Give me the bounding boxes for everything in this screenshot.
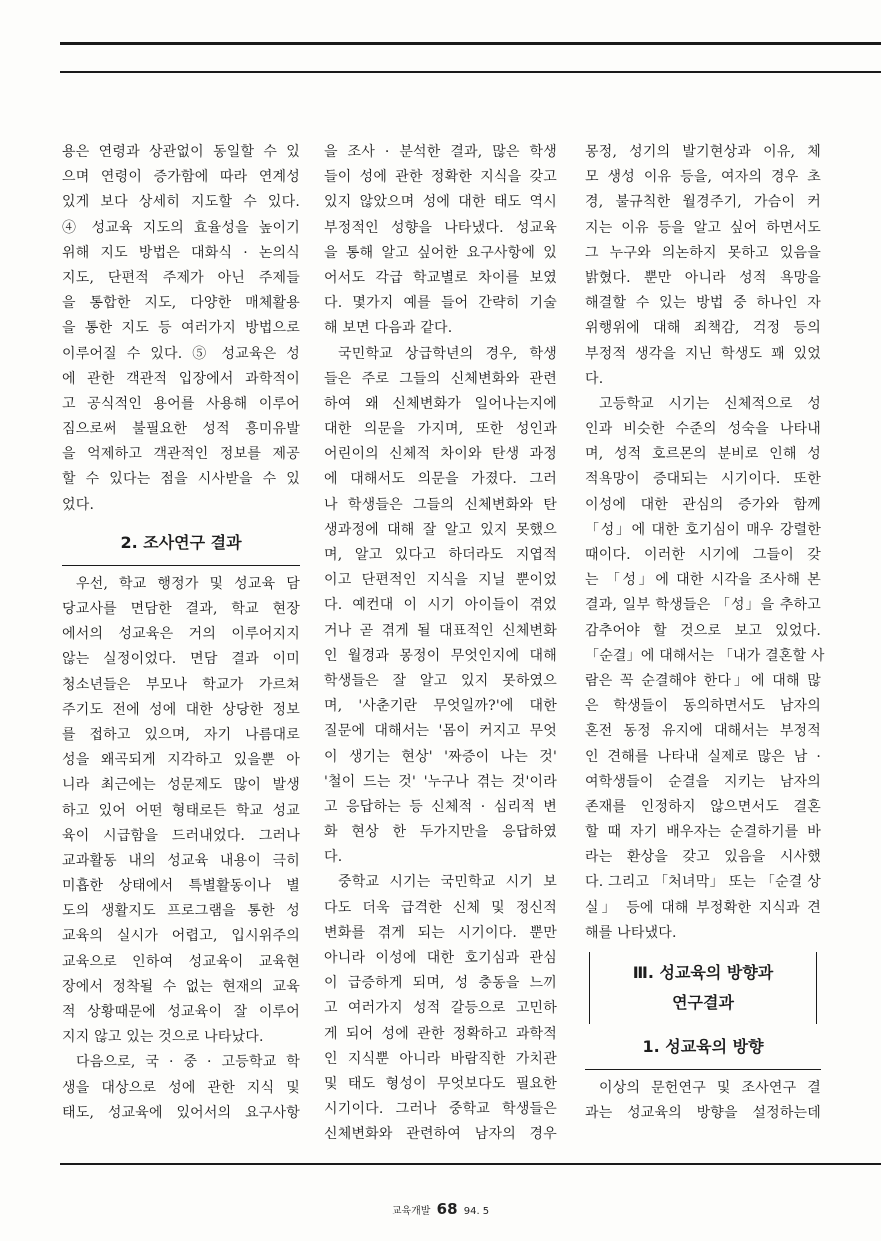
heading-underline xyxy=(585,1069,821,1070)
text-line: 하여 왜 신체변화가 일어나는지에 xyxy=(324,395,557,412)
text-line: 있게 보다 상세히 지도할 수 있다. xyxy=(62,194,300,211)
text-line: 아니라 이성에 대한 호기심과 관심 xyxy=(324,950,557,966)
text-line: 우선, 학교 행정가 및 성교육 담 xyxy=(76,575,300,592)
text-line: 교육의 실시가 어렵고, 입시위주의 xyxy=(62,928,300,945)
text-line: 해결할 수 있는 방법 중 하나인 자 xyxy=(585,295,821,312)
text-line: 부정적인 성향을 나타냈다. 성교육 xyxy=(324,219,557,236)
text-line: 이 생기는 현상' '짜증이 나는 것' xyxy=(324,748,557,765)
text-line: 육이 시급함을 드러내었다. 그러나 xyxy=(62,827,300,844)
text-line: 태도, 성교육에 있어서의 요구사항 xyxy=(62,1104,300,1121)
text-line: 인 월경과 몽정이 무엇인지에 대해 xyxy=(324,647,557,664)
text-line: 도의 생활지도 프로그램을 통한 성 xyxy=(62,903,300,920)
text-line: 며, 알고 있다고 하더라도 지엽적 xyxy=(324,547,557,563)
column-2 xyxy=(324,140,557,1148)
text-line: 위해 지도 방법은 대화식 · 논의식 xyxy=(62,244,300,261)
col3-paragraph-a xyxy=(585,140,825,946)
chapter-title-line-2: 연구결과 xyxy=(672,993,734,1012)
text-line: 여학생들이 순결을 지키는 남자의 xyxy=(585,773,821,790)
text-line: 을 통합한 지도, 다양한 매체활용 xyxy=(62,295,300,312)
text-line: 성을 왜곡되게 지각하고 있을뿐 아 xyxy=(62,752,300,769)
text-line: 장에서 정착될 수 없는 현재의 교육 xyxy=(62,978,300,995)
text-line: 있지 않았으며 성에 대한 태도 역시 xyxy=(324,194,557,211)
issue-date: 94. 5 xyxy=(463,1206,490,1217)
text-line: 화 현상 한 두가지만을 응답하였 xyxy=(324,824,557,841)
text-line: 감추어야 할 것으로 보고 있었다. xyxy=(585,622,821,639)
text-line: 해 보면 다음과 같다. xyxy=(324,320,453,337)
magazine-name: 교육개발 xyxy=(391,1206,431,1217)
text-line: 를 접하고 있으며, 자기 나름대로 xyxy=(62,726,300,743)
text-line: 었다. xyxy=(62,496,95,513)
text-line: 며, '사춘기란 무엇일까?'에 대한 xyxy=(324,698,557,715)
section-heading-survey-results: 2. 조사연구 결과 xyxy=(120,532,242,552)
text-line: 에서의 성교육은 거의 이루어지지 xyxy=(62,626,300,643)
text-line: 생과정에 대해 잘 알고 있지 못했으 xyxy=(324,521,557,538)
text-line: 다. 그리고 「처녀막」 또는 「순결 상 xyxy=(585,874,821,891)
text-line: 짐으로써 불필요한 성적 흥미유발 xyxy=(62,421,300,438)
text-line: 질문에 대해서는 '몸이 커지고 무엇 xyxy=(324,723,557,740)
text-line: 다도 더욱 급격한 신체 및 정신적 xyxy=(324,899,557,916)
chapter-title-line-1: Ⅲ. 성교육의 방향과 xyxy=(632,963,774,982)
text-line: 중학교 시기는 국민학교 시기 보 xyxy=(338,874,557,891)
section-heading-direction: 1. 성교육의 방향 xyxy=(642,1037,764,1056)
text-line: 은 학생들이 동의하면서도 남자의 xyxy=(585,698,821,715)
text-line: 람은 꼭 순결해야 한다」에 대해 많 xyxy=(585,672,821,689)
text-line: 그 누구와 의논하지 못하고 있음을 xyxy=(585,244,821,261)
text-line: 「순결」에 대해서는 「내가 결혼할 사 xyxy=(585,647,825,664)
text-line: 변화를 겪게 되는 시기이다. 뿐만 xyxy=(324,924,557,941)
text-line: 고 공식적인 용어를 사용해 이루어 xyxy=(62,395,300,412)
text-line: 고 여러가지 성적 갈등으로 고민하 xyxy=(324,1000,557,1017)
text-line: 주기도 전에 성에 대한 상당한 정보 xyxy=(62,701,300,718)
text-line: 생을 대상으로 성에 관한 지식 및 xyxy=(62,1079,300,1096)
text-line: 밝혔다. 뿐만 아니라 성적 욕망을 xyxy=(585,269,821,286)
text-line: 과는 성교육의 방향을 설정하는데 xyxy=(585,1105,821,1122)
text-line: 경, 불규칙한 월경주기, 가슴이 커 xyxy=(585,194,821,211)
text-line: 을 조사 · 분석한 결과, 많은 학생 xyxy=(324,144,557,160)
text-line: 지도, 단편적 주제가 아닌 주제들 xyxy=(62,269,300,286)
text-line: 학생들은 잘 알고 있지 못하였으 xyxy=(324,672,557,689)
text-line: 적욕망이 증대되는 시기이다. 또한 xyxy=(585,471,821,488)
text-line: 대한 의문을 가지며, 또한 성인과 xyxy=(324,421,557,438)
text-line: 라는 환상을 갖고 있음을 시사했 xyxy=(585,849,821,866)
text-line: 및 태도 형성이 무엇보다도 필요한 xyxy=(324,1075,557,1092)
footer-rule xyxy=(60,1163,881,1165)
text-line: 에 대해서도 의문을 가졌다. 그러 xyxy=(324,471,557,488)
header-rule-top xyxy=(60,42,881,45)
text-line: 위행위에 대해 죄책감, 걱정 등의 xyxy=(585,320,821,337)
text-line: 하고 있어 어떤 형태로든 학교 성교 xyxy=(62,802,300,819)
text-line: 니라 최근에는 성문제도 많이 발생 xyxy=(62,777,300,794)
text-line: 다. 몇가지 예를 들어 간략히 기술 xyxy=(324,295,557,312)
text-line: 부정적 생각을 지닌 학생도 꽤 있었 xyxy=(585,345,821,362)
page-number: 68 xyxy=(436,1200,458,1218)
page-footer xyxy=(0,1200,881,1218)
text-line: 다. xyxy=(324,849,343,866)
text-line: 을 억제하고 객관적인 정보를 제공 xyxy=(62,446,300,463)
text-line: 할 수 있다는 점을 시사받을 수 있 xyxy=(62,471,300,488)
text-line: 지는 이유 등을 알고 싶어 하면서도 xyxy=(585,219,821,236)
text-line: 어서도 각급 학교별로 차이를 보였 xyxy=(324,269,557,286)
text-line: 으며 연령이 증가함에 따라 연계성 xyxy=(62,169,300,186)
text-line: 는 「성」에 대한 시각을 조사해 본 xyxy=(585,572,821,589)
text-line: 않는 실정이었다. 면담 결과 이미 xyxy=(62,651,300,668)
text-line: 을 통해 알고 싶어한 요구사항에 있 xyxy=(324,244,557,261)
text-line: 교육으로 인하여 성교육이 교육현 xyxy=(62,953,300,970)
text-line: ④ 성교육 지도의 효율성을 높이기 xyxy=(62,219,300,236)
text-line: 청소년들은 부모나 학교가 가르쳐 xyxy=(62,676,300,693)
text-line: 혼전 동정 유지에 대해서는 부정적 xyxy=(585,723,821,740)
text-line: 교과활동 내의 성교육 내용이 극히 xyxy=(62,852,300,869)
text-line: 결과, 일부 학생들은 「성」을 추하고 xyxy=(585,597,821,614)
text-line: 몽정, 성기의 발기현상과 이유, 체 xyxy=(585,144,821,160)
text-line: 다. 예컨대 이 시기 아이들이 겪었 xyxy=(324,597,557,614)
text-line: 당교사를 면담한 결과, 학교 현장 xyxy=(62,601,300,617)
text-line: 고 응답하는 등 신체적 · 심리적 변 xyxy=(324,798,557,815)
col3-paragraph-b xyxy=(585,1076,821,1126)
text-line: 이 급증하게 되며, 성 충동을 느끼 xyxy=(324,975,557,992)
text-line: 이루어질 수 있다. ⑤ 성교육은 성 xyxy=(62,345,300,362)
text-line: 게 되어 성에 관한 정확하고 과학적 xyxy=(324,1025,557,1042)
text-line: 이상의 문헌연구 및 조사연구 결 xyxy=(599,1080,821,1096)
text-line: 용은 연령과 상관없이 동일할 수 있 xyxy=(62,144,300,160)
text-line: 이고 단편적인 지식을 지닐 뿐이었 xyxy=(324,572,557,589)
text-line: 인 지식뿐 아니라 바람직한 가치관 xyxy=(324,1050,557,1067)
text-line: 에 관한 객관적 입장에서 과학적이 xyxy=(62,370,300,387)
text-line: '철이 드는 것' '누구나 겪는 것'이라 xyxy=(324,773,557,790)
text-line: 고등학교 시기는 신체적으로 성 xyxy=(599,395,821,412)
text-line: 때이다. 이러한 시기에 그들이 갖 xyxy=(585,547,821,563)
text-line: 실」 등에 대해 부정확한 지식과 견 xyxy=(585,899,821,916)
chapter-heading-box xyxy=(589,952,817,1024)
text-line: 적 상황때문에 성교육이 잘 이루어 xyxy=(62,1004,300,1020)
col1-paragraph-b xyxy=(62,572,300,1126)
text-line: 모 생성 이유 등을, 여자의 경우 초 xyxy=(585,169,821,186)
heading-underline xyxy=(62,565,300,566)
text-line: 신체변화와 관련하여 남자의 경우 xyxy=(324,1126,557,1143)
text-line: 이성에 대한 관심의 증가와 함께 xyxy=(585,496,821,513)
text-line: 다. xyxy=(585,370,604,387)
text-line: 며, 성적 호르몬의 분비로 인해 성 xyxy=(585,446,821,463)
text-line: 시기이다. 그러나 중학교 학생들은 xyxy=(324,1101,557,1118)
text-line: 을 통한 지도 등 여러가지 방법으로 xyxy=(62,320,300,337)
text-line: 어린이의 신체적 차이와 탄생 과정 xyxy=(324,446,557,463)
text-line: 미흡한 상태에서 특별활동이나 별 xyxy=(62,878,300,895)
col1-paragraph-a xyxy=(62,140,300,518)
text-line: 들이 성에 관한 정확한 지식을 갖고 xyxy=(324,169,557,186)
text-line: 거나 곧 겪게 될 대표적인 신체변화 xyxy=(324,622,557,639)
text-line: 해를 나타냈다. xyxy=(585,924,677,941)
text-line: 「성」에 대한 호기심이 매우 강렬한 xyxy=(585,521,821,538)
text-line: 인 견해를 나타내 실제로 많은 남 · xyxy=(585,748,821,765)
text-line: 국민학교 상급학년의 경우, 학생 xyxy=(338,345,557,362)
spacer xyxy=(62,518,300,530)
header-rule-bottom xyxy=(60,71,881,73)
text-line: 할 때 자기 배우자는 순결하기를 바 xyxy=(585,824,821,841)
text-line: 나 학생들은 그들의 신체변화와 탄 xyxy=(324,496,557,513)
text-line: 다음으로, 국 · 중 · 고등학교 학 xyxy=(76,1054,300,1071)
text-line: 지지 않고 있는 것으로 나타났다. xyxy=(62,1029,264,1046)
text-line: 들은 주로 그들의 신체변화와 관련 xyxy=(324,370,557,387)
text-line: 존재를 인정하지 않으면서도 결혼 xyxy=(585,798,821,815)
column-3 xyxy=(585,140,825,1126)
text-line: 인과 비슷한 수준의 성숙을 나타내 xyxy=(585,421,821,438)
column-1 xyxy=(62,140,300,1126)
